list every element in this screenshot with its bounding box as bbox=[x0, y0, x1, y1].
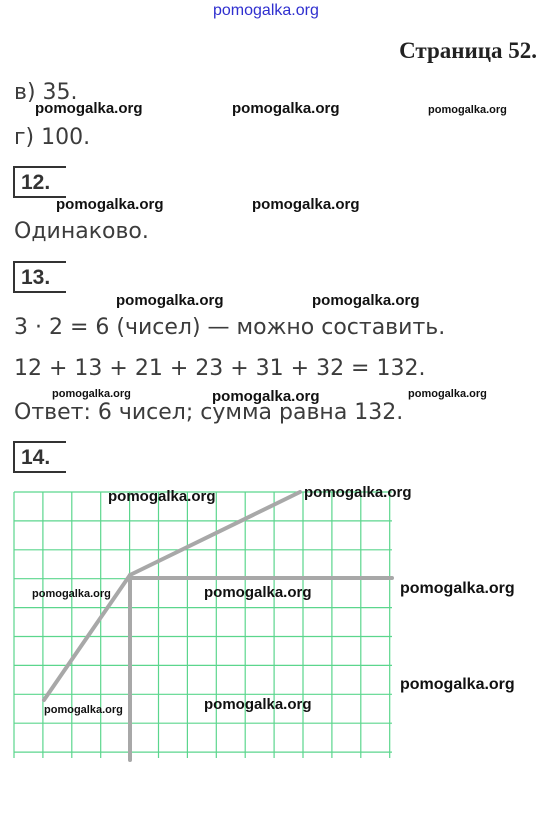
watermark: pomogalka.org bbox=[408, 388, 487, 400]
watermark: pomogalka.org bbox=[212, 388, 320, 405]
watermark: pomogalka.org bbox=[400, 580, 515, 597]
watermark: pomogalka.org bbox=[56, 196, 164, 213]
watermark: pomogalka.org bbox=[428, 104, 507, 116]
task13-line1: 3 · 2 = 6 (чисел) — можно составить. bbox=[14, 315, 446, 340]
watermark: pomogalka.org bbox=[252, 196, 360, 213]
watermark: pomogalka.org bbox=[204, 584, 312, 601]
answer-g: г) 100. bbox=[14, 125, 91, 150]
watermark: pomogalka.org bbox=[52, 388, 131, 400]
task-number-13: 13. bbox=[13, 261, 66, 293]
watermark: pomogalka.org bbox=[232, 100, 340, 117]
watermark: pomogalka.org bbox=[400, 676, 515, 693]
task-number-12: 12. bbox=[13, 166, 66, 198]
task-number-14: 14. bbox=[13, 441, 66, 473]
watermark: pomogalka.org bbox=[44, 704, 123, 716]
site-header-link[interactable]: pomogalka.org bbox=[213, 2, 319, 19]
watermark: pomogalka.org bbox=[32, 588, 111, 600]
task13-line3: Ответ: 6 чисел; сумма равна 132. bbox=[14, 400, 404, 425]
watermark: pomogalka.org bbox=[304, 484, 412, 501]
watermark: pomogalka.org bbox=[35, 100, 143, 117]
watermark: pomogalka.org bbox=[108, 488, 216, 505]
figure-lines bbox=[44, 492, 392, 760]
answer-v: в) 35. bbox=[14, 80, 78, 105]
page-title: Страница 52. bbox=[399, 38, 537, 63]
task13-line2: 12 + 13 + 21 + 23 + 31 + 32 = 132. bbox=[14, 356, 426, 381]
green-grid bbox=[14, 492, 392, 758]
task12-answer: Одинаково. bbox=[14, 219, 149, 244]
watermark: pomogalka.org bbox=[204, 696, 312, 713]
watermark: pomogalka.org bbox=[116, 292, 224, 309]
watermark: pomogalka.org bbox=[312, 292, 420, 309]
